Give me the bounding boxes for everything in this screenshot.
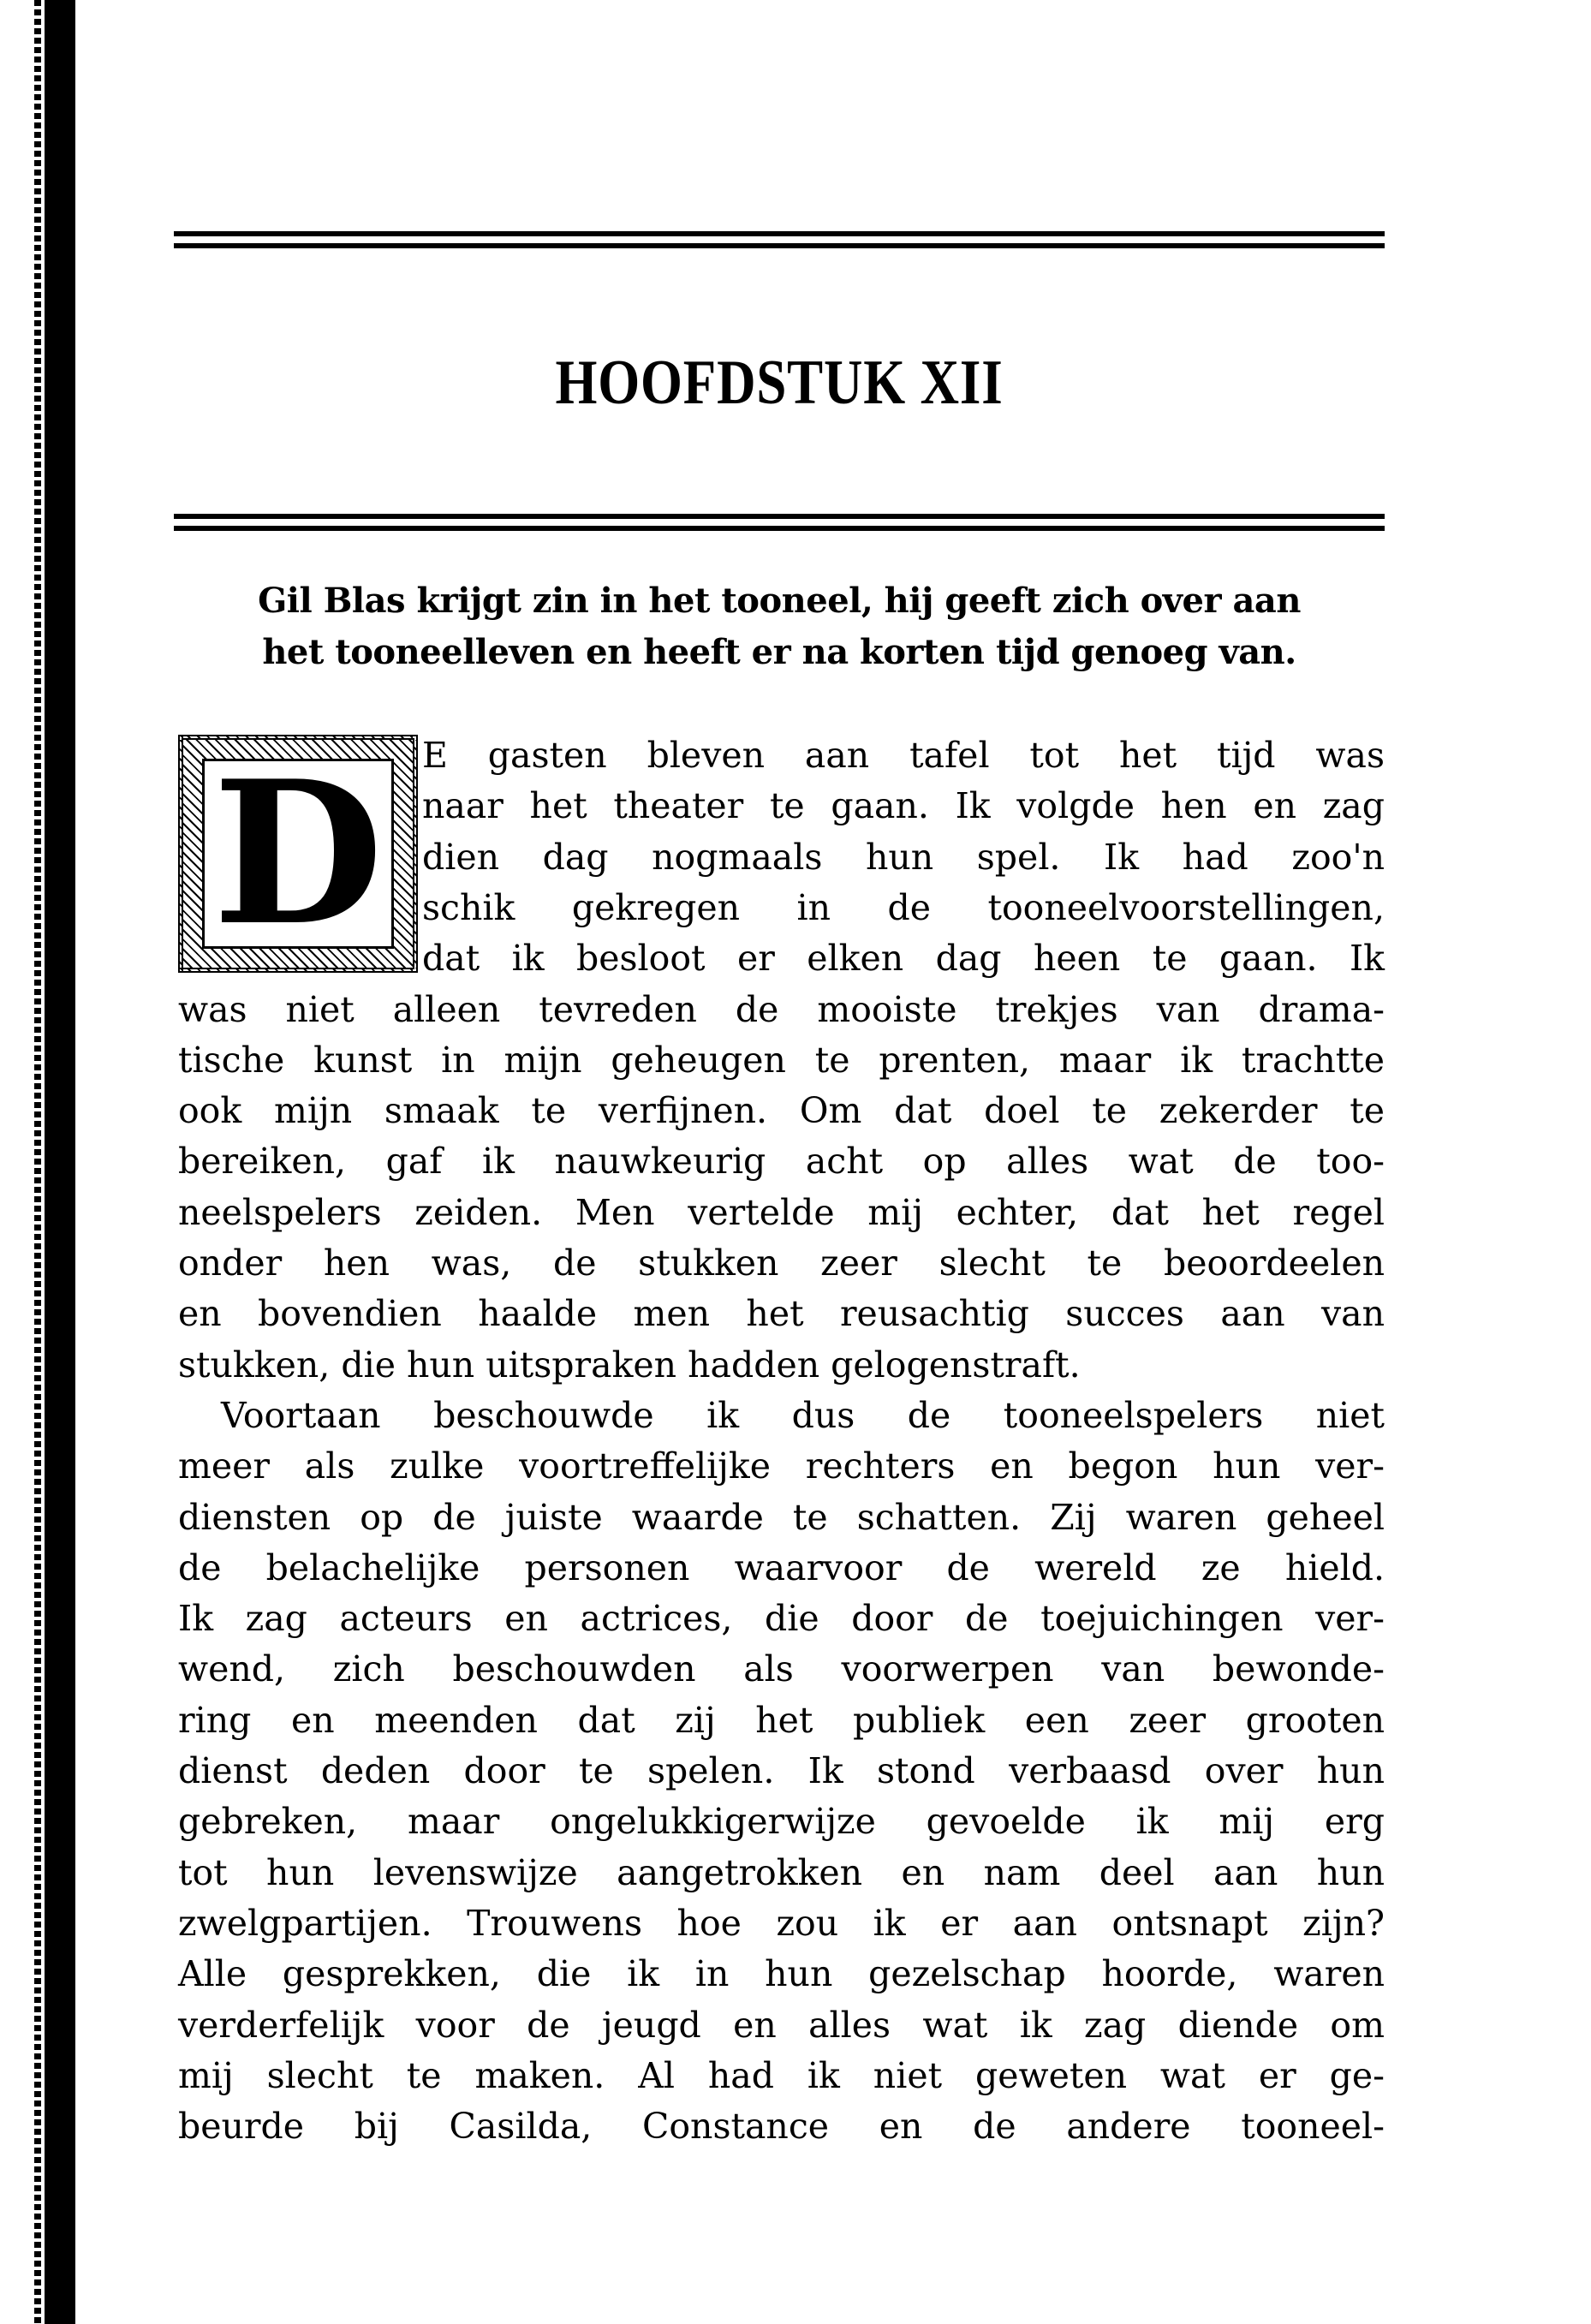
ornamental-drop-cap [178,735,418,973]
text-line: Voortaan beschouwde ik dus de tooneelspelers niet [221,1394,1385,1436]
top-rule [174,231,1385,236]
scan-edge-texture [34,0,41,2324]
text-line: onder hen was, de stukken zeer slecht te beoordeelen [178,1242,1385,1284]
text-line: E gasten bleven aan tafel tot het tijd was [422,735,1385,776]
text-line: beurde bij Casilda, Constance en de andere tooneel- [178,2106,1385,2148]
text-line: bereiken, gaf ik nauwkeurig acht op alles wat de too- [178,1141,1385,1183]
top-rule-2 [174,243,1385,248]
text-line: Ik zag acteurs en actrices, die door de toejuichingen ver- [178,1598,1385,1640]
text-line: dienst deden door te spelen. Ik stond verbaasd over hun [178,1750,1385,1791]
chapter-summary-line: het tooneelleven en heeft er na korten tijd genoeg van. [262,632,1296,672]
text-line: en bovendien haalde men het reusachtig succes aan van [178,1293,1385,1335]
text-line: tische kunst in mijn geheugen te prenten, maar ik trachtte [178,1039,1385,1081]
drop-cap-letter: D [212,738,384,969]
text-line: Alle gesprekken, die ik in hun gezelschap hoorde, waren [178,1953,1385,1995]
text-line: meer als zulke voortreffelijke rechters en begon hun ver- [178,1445,1385,1487]
chapter-title: HOOFDSTUK XII [555,348,1004,418]
text-line: ook mijn smaak te verfijnen. Om dat doel te zekerder te [178,1090,1385,1132]
text-line: dien dag nogmaals hun spel. Ik had zoo'n [422,836,1385,878]
text-line: schik gekregen in de tooneelvoorstellingen, [422,886,1385,928]
bottom-rule-2 [174,526,1385,531]
text-line: stukken, die hun uitspraken hadden gelogenstraft. [178,1344,1081,1385]
text-line: verderfelijk voor de jeugd en alles wat ik zag diende om [178,2004,1385,2046]
text-line: tot hun levenswijze aangetrokken en nam deel aan hun [178,1851,1385,1893]
text-line: gebreken, maar ongelukkigerwijze gevoelde ik mij erg [178,1801,1385,1843]
chapter-summary-line: Gil Blas krijgt zin in het tooneel, hij geeft zich over aan [258,581,1301,621]
text-line: wend, zich beschouwden als voorwerpen van bewonde- [178,1648,1385,1690]
text-line: mij slecht te maken. Al had ik niet geweten wat er ge- [178,2054,1385,2096]
text-line: dat ik besloot er elken dag heen te gaan. Ik [422,938,1385,980]
text-line: de belachelijke personen waarvoor de wereld ze hield. [178,1546,1385,1588]
bottom-rule [174,514,1385,519]
text-line: neelspelers zeiden. Men vertelde mij echter, dat het regel [178,1191,1385,1233]
text-line: naar het theater te gaan. Ik volgde hen en zag [422,785,1385,827]
text-line: diensten op de juiste waarde te schatten. Zij waren geheel [178,1496,1385,1538]
book-spine-edge [45,0,75,2324]
text-line: zwelgpartijen. Trouwens hoe zou ik er aan ontsnapt zijn? [178,1902,1385,1944]
text-line: ring en meenden dat zij het publiek een zeer grooten [178,1699,1385,1741]
text-line: was niet alleen tevreden de mooiste trekjes van drama- [178,988,1385,1030]
